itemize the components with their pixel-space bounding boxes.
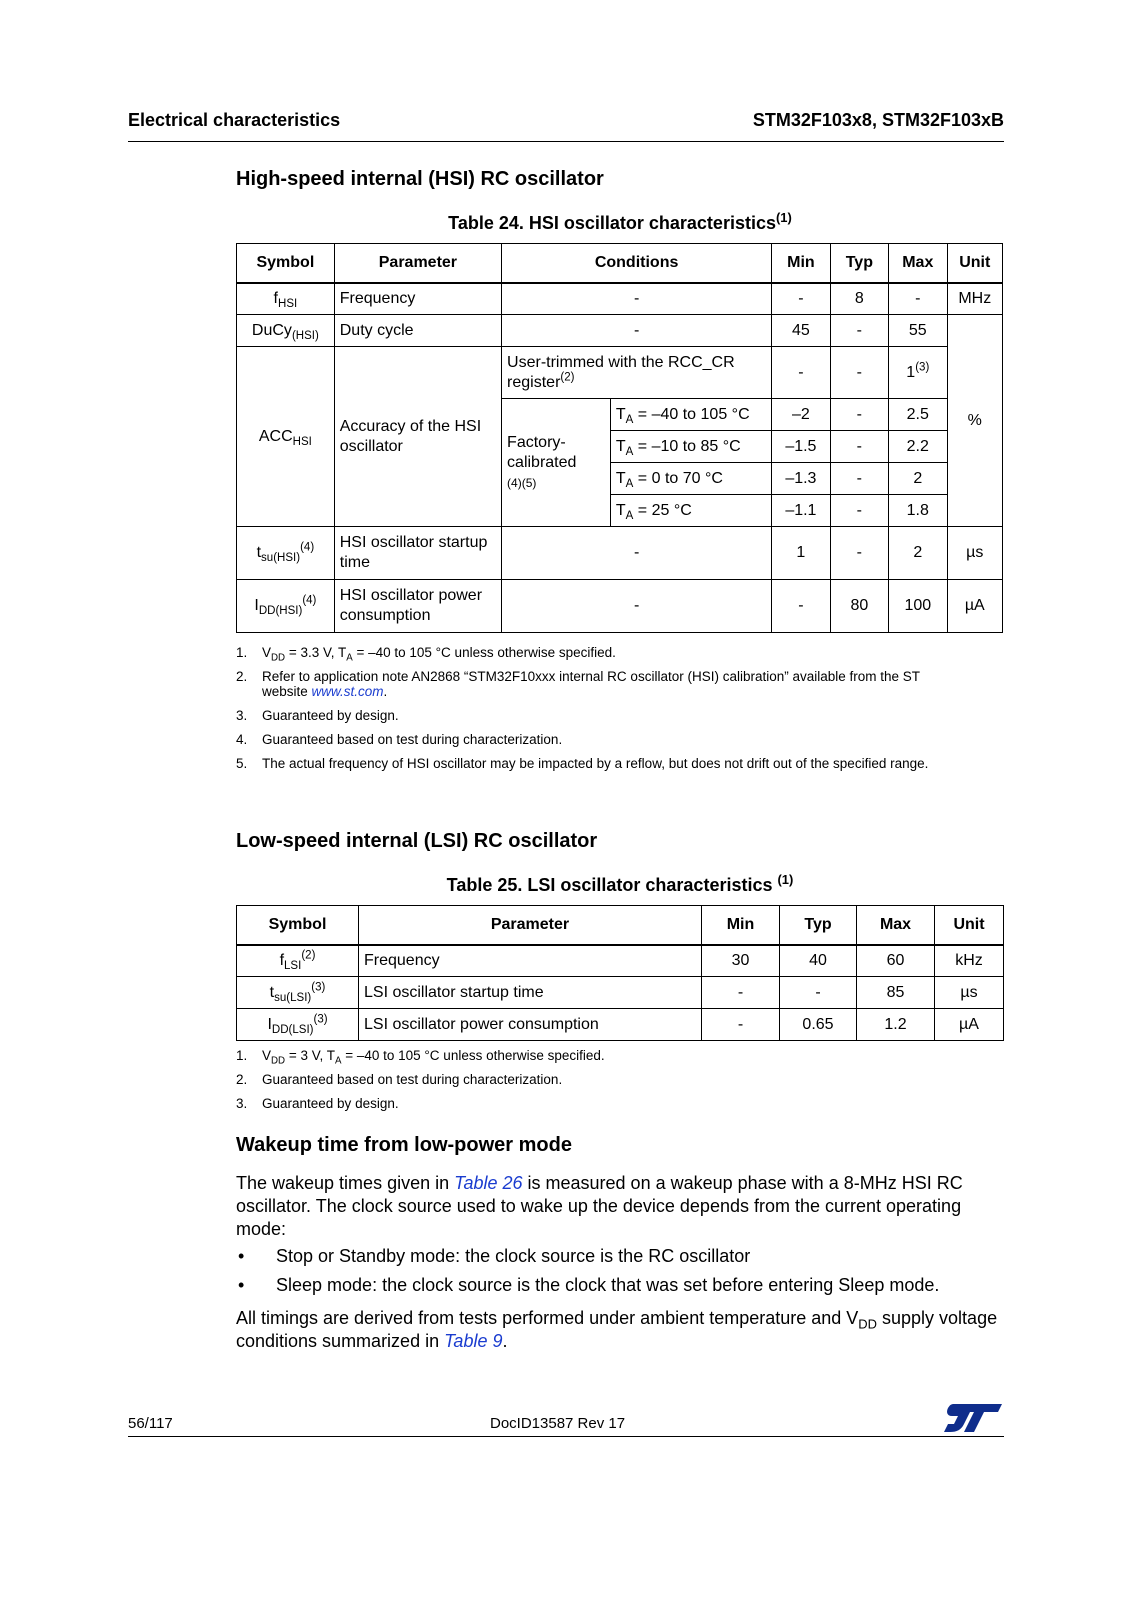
conditions-cell: $T_A = 0$ to 70 °C [610, 463, 771, 495]
min-cell: –1.1 [772, 495, 830, 527]
typ-cell: - [830, 315, 888, 347]
typ-cell: - [830, 399, 888, 431]
table-note: 2. Guaranteed based on test during characterization. [236, 1072, 563, 1087]
table-row [237, 283, 1003, 315]
unit-cell: µA [935, 1009, 1004, 1041]
conditions-cell: - [502, 527, 772, 580]
table-note: 2. Refer to application note AN2868 “STM32F10xxx internal RC oscillator (HSI) calibration” available from the ST website www.st.com. [236, 669, 920, 699]
table-row [237, 527, 1003, 580]
max-cell: 1$^{(3)}$ [889, 347, 947, 399]
wakeup-paragraph-2: All timings are derived from tests performed under ambient temperature and $V_{DD}$ supply voltage conditions summarized in Table 9. [236, 1308, 998, 1351]
page-number: 56/117 [128, 1415, 173, 1432]
bullet-icon: • [238, 1275, 245, 1295]
typ-cell: - [830, 495, 888, 527]
min-cell: –1.3 [772, 463, 830, 495]
col-conditions: Conditions [502, 244, 772, 283]
min-cell: 45 [772, 315, 830, 347]
col-symbol: Symbol [237, 244, 335, 283]
parameter-cell: Duty cycle [334, 315, 501, 347]
max-cell: 2.5 [889, 399, 947, 431]
typ-cell: 0.65 [780, 1009, 857, 1041]
lsi-table-notes [236, 1048, 966, 1120]
list-item: • Stop or Standby mode: the clock source is the RC oscillator [238, 1246, 751, 1266]
typ-cell: - [830, 347, 888, 399]
bullet-icon: • [238, 1246, 245, 1266]
symbol-cell: $t_{su(HSI)}^{(4)}$ [237, 527, 335, 580]
parameter-cell: Accuracy of the HSI oscillator [334, 347, 501, 527]
min-cell: - [772, 283, 830, 315]
st-logo-shape [944, 1404, 1002, 1432]
unit-cell: µs [947, 527, 1002, 580]
hsi-section-title: High-speed internal (HSI) RC oscillator [236, 168, 604, 190]
table-row [237, 347, 1003, 399]
table-row [237, 1009, 1004, 1041]
symbol-cell: $ACC_{HSI}$ [237, 347, 335, 527]
col-min: Min [702, 906, 780, 945]
wakeup-bullet-list [236, 1245, 1004, 1303]
conditions-cell: - [502, 580, 772, 633]
table-note: 1. $V_{DD} = 3.3$ V, $T_A = -40$ to 105 °C unless otherwise specified. [236, 645, 616, 664]
max-cell: 100 [889, 580, 947, 633]
unit-cell: µs [935, 977, 1004, 1009]
st-website-link[interactable]: www.st.com [311, 684, 384, 699]
max-cell: 2 [889, 527, 947, 580]
table-note: 5. The actual frequency of HSI oscillator may be impacted by a reflow, but does not drift out of the specified range. [236, 756, 929, 771]
table-9-link[interactable]: Table 9 [444, 1331, 503, 1351]
header-part-numbers: STM32F103x8, STM32F103xB [752, 110, 1004, 130]
table-row [237, 977, 1004, 1009]
factory-calibrated-cell: Factory-calibrated (4)(5) [502, 399, 611, 527]
max-cell: - [889, 283, 947, 315]
lsi-table [236, 905, 1004, 1041]
col-max: Max [857, 906, 935, 945]
conditions-cell: $T_A = 25$ °C [610, 495, 771, 527]
unit-cell: MHz [947, 283, 1002, 315]
col-parameter: Parameter [359, 906, 702, 945]
conditions-cell: User-trimmed with the RCC_CR register$^{(2)}$ [502, 347, 772, 399]
parameter-cell: HSI oscillator startup time [334, 527, 501, 580]
symbol-cell: DuCy$_{(HSI)}$ [237, 315, 335, 347]
unit-cell: kHz [935, 945, 1004, 977]
max-cell: 60 [857, 945, 935, 977]
max-cell: 55 [889, 315, 947, 347]
parameter-cell: Frequency [334, 283, 501, 315]
col-symbol: Symbol [237, 906, 359, 945]
table-row [237, 580, 1003, 633]
typ-cell: 40 [780, 945, 857, 977]
parameter-cell: Frequency [359, 945, 702, 977]
min-cell: - [702, 977, 780, 1009]
typ-cell: - [780, 977, 857, 1009]
conditions-cell: - [502, 315, 772, 347]
hsi-table-caption: Table 24. HSI oscillator characteristics$^{(1)}$ [448, 210, 792, 233]
unit-cell: % [947, 315, 1002, 527]
symbol-cell: $f_{LSI}^{(2)}$ [237, 945, 359, 977]
unit-cell: µA [947, 580, 1002, 633]
col-unit: Unit [947, 244, 1002, 283]
symbol-cell: $t_{su(LSI)}^{(3)}$ [237, 977, 359, 1009]
min-cell: –1.5 [772, 431, 830, 463]
max-cell: 2 [889, 463, 947, 495]
parameter-cell: LSI oscillator power consumption [359, 1009, 702, 1041]
table-note: 3. Guaranteed by design. [236, 1096, 399, 1111]
wakeup-section-title: Wakeup time from low-power mode [236, 1134, 572, 1156]
table-row [237, 945, 1004, 977]
col-unit: Unit [935, 906, 1004, 945]
lsi-header-row [237, 906, 1004, 945]
min-cell: 1 [772, 527, 830, 580]
lsi-table-caption: Table 25. LSI oscillator characteristics $^{(1)}$ [446, 872, 794, 895]
col-max: Max [889, 244, 947, 283]
typ-cell: - [830, 431, 888, 463]
footer-rule [128, 1436, 1004, 1437]
conditions-cell: $T_A = -40$ to 105 °C [610, 399, 771, 431]
header-section-title: Electrical characteristics [128, 110, 341, 130]
parameter-cell: HSI oscillator power consumption [334, 580, 501, 633]
wakeup-paragraph-1: The wakeup times given in Table 26 is measured on a wakeup phase with a 8-MHz HSI RC oscillator. The clock source used to wake up the device depends from the current operating mode: [236, 1173, 963, 1239]
min-cell: - [702, 1009, 780, 1041]
typ-cell: 8 [830, 283, 888, 315]
table-note: 3. Guaranteed by design. [236, 708, 399, 723]
conditions-cell: $T_A = -10$ to 85 °C [610, 431, 771, 463]
symbol-cell: $I_{DD(LSI)}^{(3)}$ [237, 1009, 359, 1041]
hsi-table [236, 243, 1003, 633]
max-cell: 2.2 [889, 431, 947, 463]
col-min: Min [772, 244, 830, 283]
col-typ: Typ [830, 244, 888, 283]
header-rule [128, 141, 1004, 142]
st-logo-icon [944, 1402, 1004, 1434]
min-cell: - [772, 347, 830, 399]
typ-cell: - [830, 527, 888, 580]
max-cell: 1.2 [857, 1009, 935, 1041]
hsi-header-row [237, 244, 1003, 283]
min-cell: - [772, 580, 830, 633]
table-row [237, 315, 1003, 347]
typ-cell: - [830, 463, 888, 495]
col-typ: Typ [780, 906, 857, 945]
lsi-section-title: Low-speed internal (LSI) RC oscillator [236, 830, 598, 852]
conditions-cell: - [502, 283, 772, 315]
col-parameter: Parameter [334, 244, 501, 283]
table-note: 1. $V_{DD} = 3$ V, $T_A = -40$ to 105 °C unless otherwise specified. [236, 1048, 605, 1067]
parameter-cell: LSI oscillator startup time [359, 977, 702, 1009]
symbol-cell: $f_{HSI}$ [237, 283, 335, 315]
min-cell: –2 [772, 399, 830, 431]
symbol-cell: $I_{DD(HSI)}^{(4)}$ [237, 580, 335, 633]
table-note: 4. Guaranteed based on test during characterization. [236, 732, 563, 747]
typ-cell: 80 [830, 580, 888, 633]
max-cell: 1.8 [889, 495, 947, 527]
table-26-link[interactable]: Table 26 [454, 1173, 523, 1193]
list-item: • Sleep mode: the clock source is the clock that was set before entering Sleep mode. [238, 1275, 940, 1295]
document-id: DocID13587 Rev 17 [490, 1415, 626, 1432]
min-cell: 30 [702, 945, 780, 977]
hsi-table-notes [236, 645, 966, 780]
max-cell: 85 [857, 977, 935, 1009]
